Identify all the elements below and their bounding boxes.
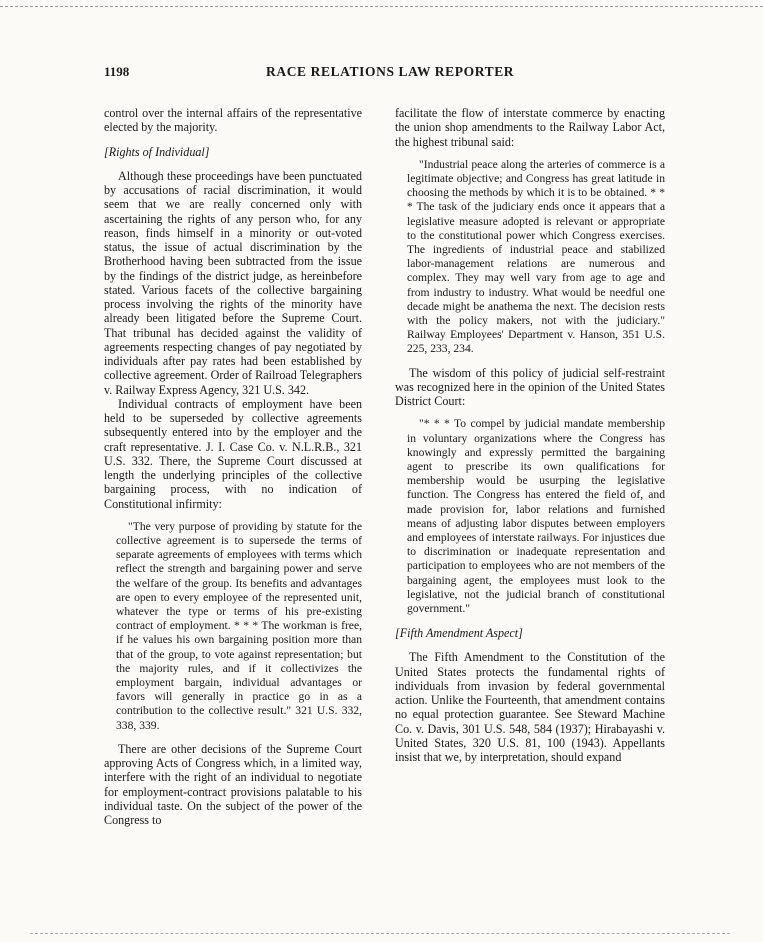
right-paragraph-1: facilitate the flow of interstate commerce by enacting the union shop amendments to the Railway Labor Act, the highest tribunal said: <box>395 106 665 149</box>
right-block-quote-1: "Industrial peace along the arteries of commerce is a legitimate objective; and Congress has great latitude in choosing the methods by which it is to be obtained. * * * The task of the judiciary ends once it appears that a legislative measure adopted is relevant or appropriate to the constitutional power which Congress exercises. The ingredients of industrial peace and stabilized labor-management relations are numerous and complex. They may well vary from age to age and from industry to industry. What would be needful one decade might be anathema the next. The decision rests with the policy makers, not with the judiciary." Railway Employees' Department v. Hanson, 351 U.S. 225, 233, 234. <box>407 157 665 356</box>
left-paragraph-3: Individual contracts of employment have been held to be superseded by collective agreements subsequently entered into by the employer and the craft representative. J. I. Case Co. v. N.L.R.B., 321 U.S. 332. There, the Supreme Court discussed at length the underlying principles of the collective bargaining process, with no indication of Constitutional infirmity: <box>104 396 362 511</box>
section-heading-rights-of-individual: [Rights of Individual] <box>104 144 210 159</box>
right-column <box>395 106 665 764</box>
section-heading-fifth-amendment-aspect: [Fifth Amendment Aspect] <box>395 626 523 641</box>
page-number: 1198 <box>104 64 130 79</box>
left-paragraph-1: control over the internal affairs of the representative elected by the majority. <box>104 106 362 135</box>
top-scan-rule <box>0 6 763 7</box>
left-paragraph-4: There are other decisions of the Supreme Court approving Acts of Congress which, in a limited way, interfere with the right of an individual to negotiate for employment-contract provisions palatable to his individual taste. On the subject of the power of the Congress to <box>104 741 362 828</box>
running-title: RACE RELATIONS LAW REPORTER <box>266 64 515 79</box>
bottom-scan-rule <box>30 933 730 934</box>
page-header <box>104 64 664 82</box>
left-block-quote: "The very purpose of providing by statute for the collective agreement is to supersede the terms of separate agreements of employees with terms which reflect the strength and bargaining power and serve the welfare of the group. Its benefits and advantages are open to every employee of the represented unit, whatever the type or terms of his pre-existing contract of employment. * * * The workman is free, if he values his own bargaining position more than that of the group, to vote against representation; but the majority rules, and if it collectivizes the employment bargain, individual advantages or favors will generally in practice go in as a contribution to the collective result." 321 U.S. 332, 338, 339. <box>116 519 362 732</box>
left-paragraph-2: Although these proceedings have been punctuated by accusations of racial discrimination, it would seem that we are really concerned only with ascertaining the rights of any person who, for any reason, finds himself in a minority or out-voted status, the issue of actual discrimination by the Brotherhood having been subtracted from the issue by the findings of the district judge, as hereinbefore stated. Various facets of the collective bargaining process involving the rights of the minority have already been litigated before the Supreme Court. That tribunal has decided against the validity of agreements respecting changes of pay negotiated by individuals after pay rates had been established by collective agreement. Order of Railroad Telegraphers v. Railway Express Agency, 321 U.S. 342. <box>104 168 362 397</box>
right-paragraph-3: The Fifth Amendment to the Constitution of the United States protects the fundamental rights of individuals from invasion by federal governmental action. Unlike the Fourteenth, that amendment contains no equal protection guarantee. See Steward Machine Co. v. Davis, 301 U.S. 548, 584 (1937); Hirabayashi v. United States, 320 U.S. 81, 100 (1943). Appellants insist that we, by interpretation, should expand <box>395 650 665 765</box>
left-column <box>104 106 362 827</box>
right-paragraph-2: The wisdom of this policy of judicial self-restraint was recognized here in the opinion of the United States District Court: <box>395 365 665 409</box>
right-block-quote-2: "* * * To compel by judicial mandate membership in voluntary organizations where the Congress has knowingly and expressly permitted the bargaining agent to prescribe its own qualifications for membership would be usurping the legislative function. The Congress has entered the field of, and made provision for, labor relations and furnished means of adjusting labor disputes between employers and employees of interstate railways. For injustices due to discrimination or inadequate representation and participation to employees who are not members of the bargaining agent, the employees must look to the legislative, not the judicial branch of constitutional government." <box>407 417 665 615</box>
